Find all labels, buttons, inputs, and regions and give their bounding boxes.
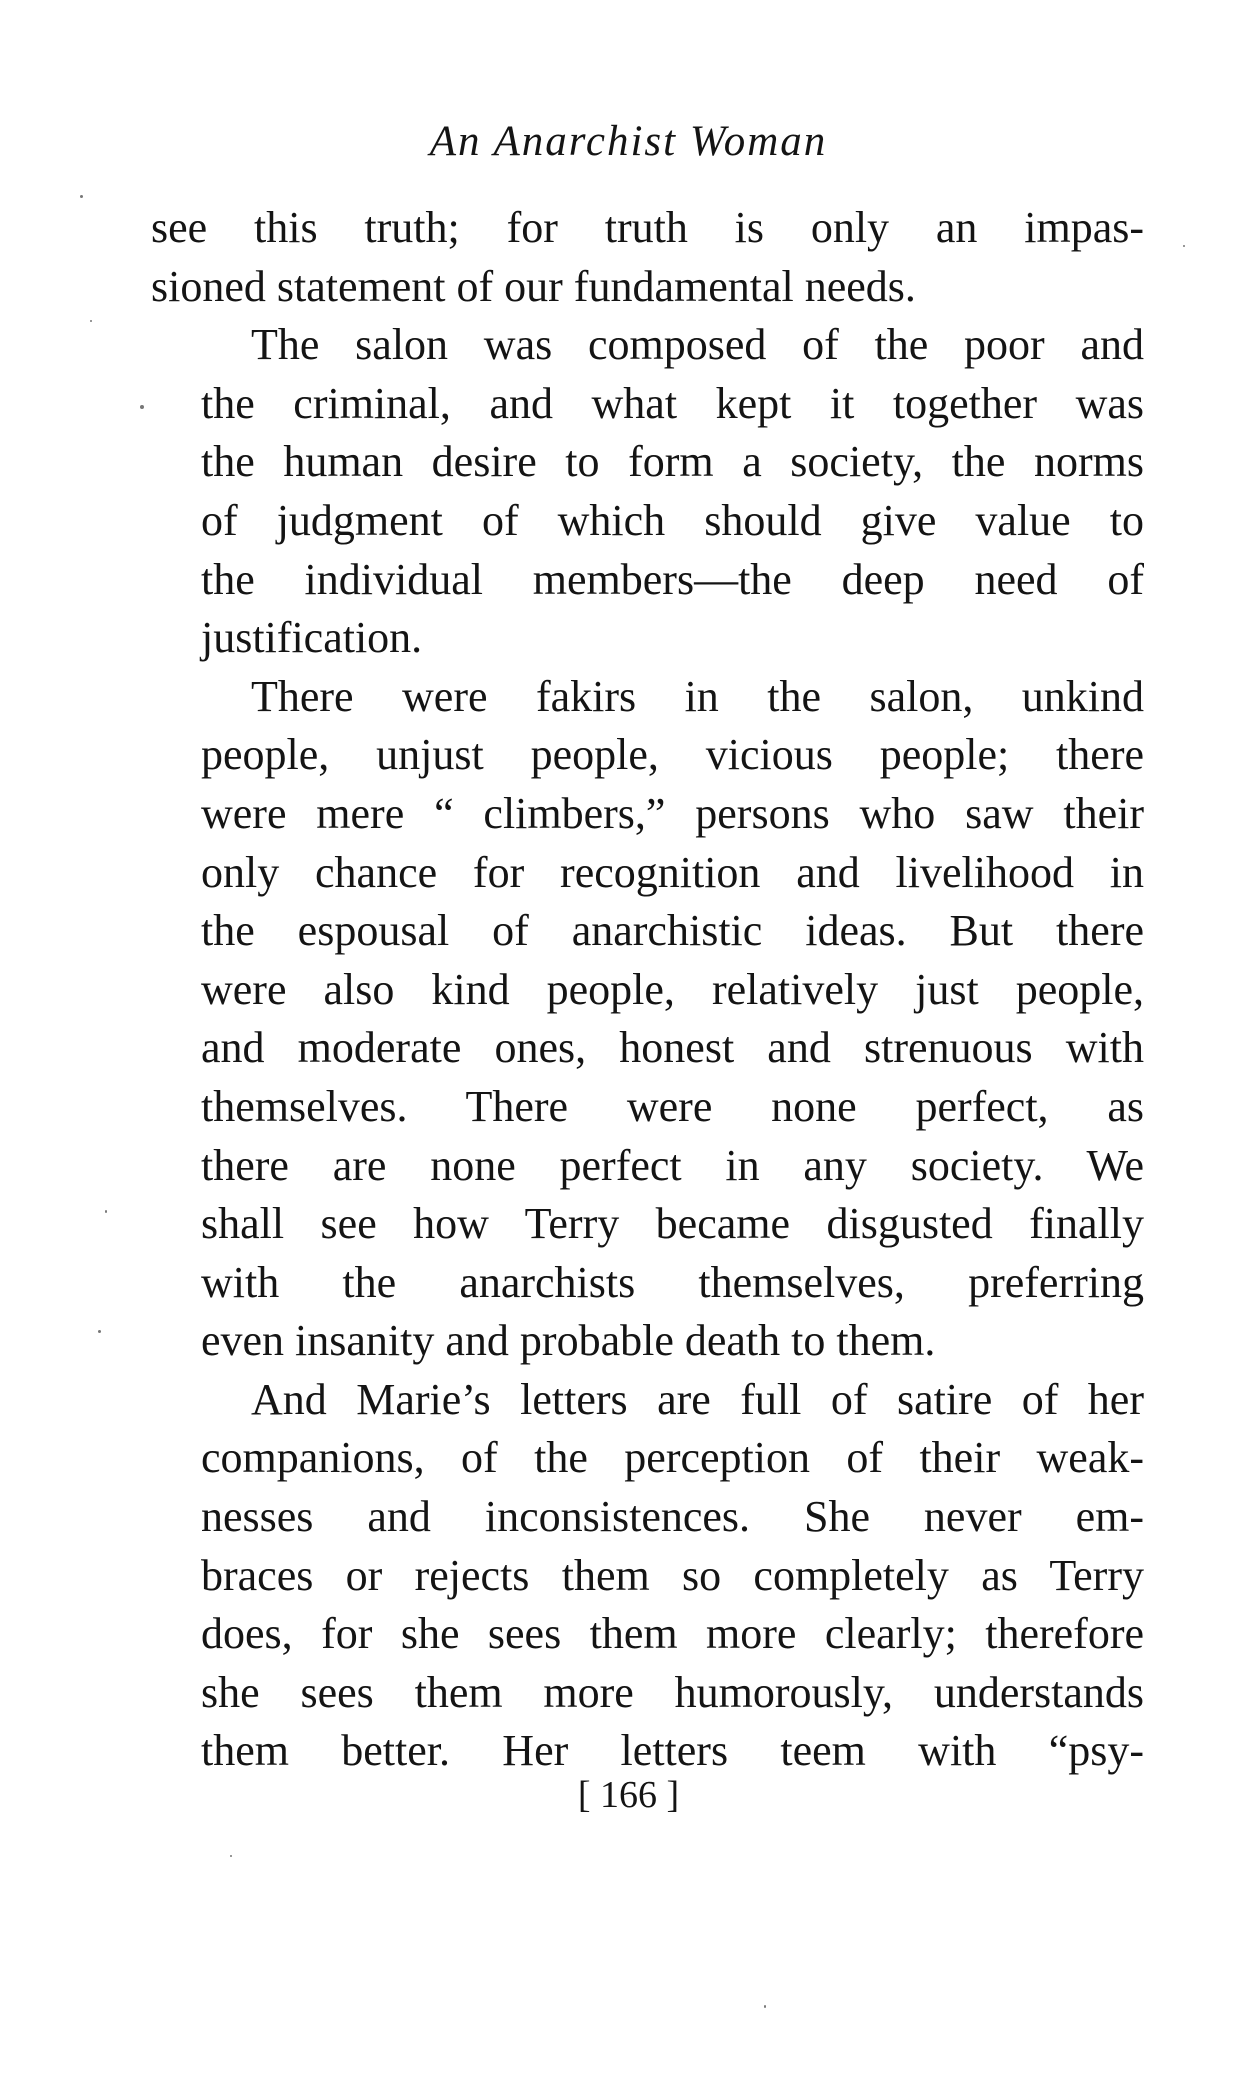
text-line: does, for she sees them more clearly; therefore: [201, 1609, 1144, 1659]
text-line: there are none perfect in any society. We: [201, 1140, 1144, 1190]
scan-speck: [140, 405, 144, 409]
page-number: [ 166 ]: [577, 1774, 680, 1816]
text-line: she sees them more humorously, understands: [201, 1667, 1144, 1717]
text-line: them better. Her letters teem with “psy-: [201, 1726, 1144, 1776]
scan-speck: [105, 1210, 107, 1213]
text-line: There were fakirs in the salon, unkind: [251, 671, 1144, 721]
text-line: with the anarchists themselves, preferring: [201, 1257, 1144, 1307]
text-line: sioned statement of our fundamental needs.: [151, 261, 916, 311]
text-line: justification.: [201, 613, 423, 663]
text-line: And Marie’s letters are full of satire of her: [251, 1374, 1144, 1424]
scan-speck: [90, 320, 92, 322]
text-line: shall see how Terry became disgusted finally: [201, 1199, 1144, 1249]
text-line: the criminal, and what kept it together was: [201, 378, 1144, 428]
text-line: see this truth; for truth is only an impas-: [151, 203, 1144, 252]
text-line: were mere “ climbers,” persons who saw their: [201, 788, 1144, 838]
text-line: even insanity and probable death to them.: [201, 1316, 936, 1366]
text-line: braces or rejects them so completely as Terry: [201, 1550, 1144, 1600]
scan-speck: [80, 195, 83, 198]
scan-speck: [764, 2005, 766, 2008]
text-line: only chance for recognition and livelihood in: [201, 847, 1144, 897]
text-line: themselves. There were none perfect, as: [201, 1081, 1144, 1131]
text-line: of judgment of which should give value to: [201, 495, 1144, 545]
text-line: the human desire to form a society, the norms: [201, 437, 1144, 487]
paragraph-1: [151, 199, 1144, 316]
text-line: were also kind people, relatively just people,: [201, 964, 1144, 1014]
text-line: and moderate ones, honest and strenuous with: [201, 1023, 1144, 1073]
text-line: people, unjust people, vicious people; there: [201, 730, 1144, 780]
paragraph-3: [151, 668, 1144, 1371]
text-line: companions, of the perception of their weak-: [201, 1433, 1144, 1483]
text-line: the individual members—the deep need of: [201, 554, 1144, 604]
text-line: nesses and inconsistences. She never em-: [201, 1492, 1144, 1542]
scan-speck: [1183, 245, 1185, 247]
text-line: the espousal of anarchistic ideas. But there: [201, 906, 1144, 956]
text-line: The salon was composed of the poor and: [251, 320, 1144, 370]
paragraph-2: [151, 316, 1144, 668]
paragraph-4: [151, 1371, 1144, 1781]
body-text: [151, 199, 1144, 1781]
scan-speck: [98, 1330, 101, 1333]
scan-speck: [230, 1855, 232, 1857]
running-head: An Anarchist Woman: [429, 118, 828, 165]
